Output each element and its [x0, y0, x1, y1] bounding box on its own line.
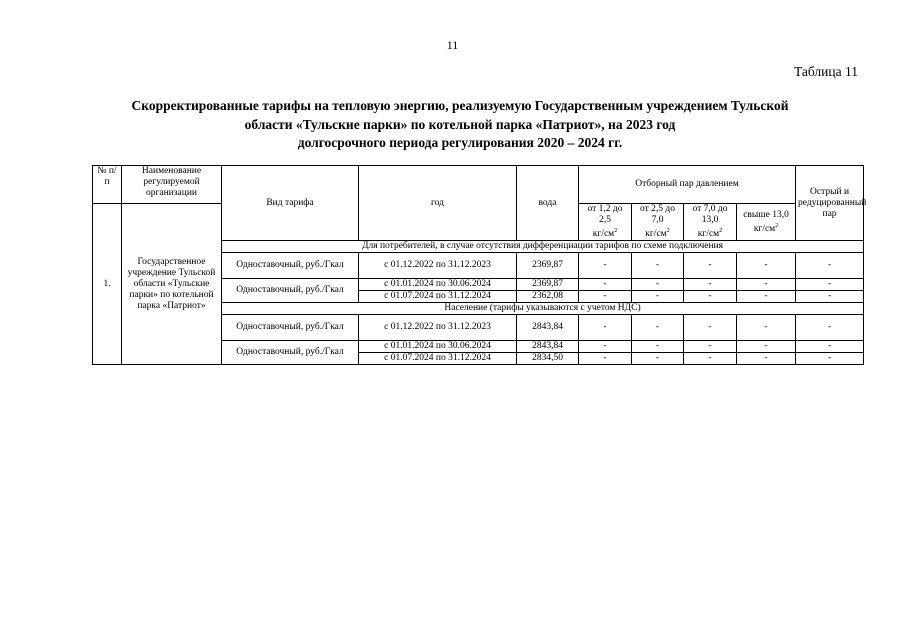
tariff-type-cell: Одноставочный, руб./Гкал	[222, 279, 359, 303]
tariff-type-cell: Одноставочный, руб./Гкал	[222, 253, 359, 279]
dash-cell: -	[737, 253, 796, 279]
pressure-2-range: от 2,5 до 7,0	[640, 204, 675, 225]
title-line-3: долгосрочного периода регулирования 2020 – 2024 гг.	[297, 135, 623, 150]
period-cell: с 01.12.2022 по 31.12.2023	[359, 253, 517, 279]
dash-cell: -	[796, 341, 864, 353]
dash-cell: -	[684, 353, 737, 365]
dash-cell: -	[737, 315, 796, 341]
header-water: вода	[517, 166, 579, 241]
tariff-type-cell: Одноставочный, руб./Гкал	[222, 315, 359, 341]
pressure-3-range: от 7,0 до 13,0	[692, 204, 728, 225]
water-value-cell: 2362,08	[517, 291, 579, 303]
dash-cell: -	[796, 253, 864, 279]
dash-cell: -	[684, 291, 737, 303]
header-pressure-2	[632, 204, 684, 241]
title-line-2: области «Тульские парки» по котельной парка «Патриот», на 2023 год	[244, 116, 676, 132]
dash-cell: -	[579, 253, 632, 279]
header-pressure-1	[579, 204, 632, 241]
dash-cell: -	[579, 291, 632, 303]
dash-cell: -	[737, 341, 796, 353]
water-value-cell: 2369,87	[517, 279, 579, 291]
dash-cell: -	[579, 353, 632, 365]
page-number: 11	[446, 38, 459, 52]
water-value-cell: 2843,84	[517, 315, 579, 341]
period-cell: с 01.01.2024 по 30.06.2024	[359, 341, 517, 353]
water-value-cell: 2834,50	[517, 353, 579, 365]
dash-cell: -	[632, 279, 684, 291]
dash-cell: -	[737, 279, 796, 291]
header-tariff-type: Вид тарифа	[222, 166, 359, 241]
title-line-1: Скорректированные тарифы на тепловую энергию, реализуемую Государственным учреждением Тульской	[131, 98, 789, 113]
tariff-type-cell: Одноставочный, руб./Гкал	[222, 341, 359, 365]
dash-cell: -	[796, 353, 864, 365]
tariff-table	[92, 165, 867, 365]
pressure-4-unit: $кг/см^2$	[753, 222, 779, 234]
document-title	[80, 97, 840, 153]
dash-cell: -	[632, 341, 684, 353]
period-cell: с 01.07.2024 по 31.12.2024	[359, 353, 517, 365]
dash-cell: -	[684, 253, 737, 279]
dash-cell: -	[796, 279, 864, 291]
header-org: Наименование регулируемой организации	[122, 166, 222, 204]
dash-cell: -	[632, 353, 684, 365]
dash-cell: -	[796, 291, 864, 303]
water-value-cell: 2843,84	[517, 341, 579, 353]
dash-cell: -	[632, 253, 684, 279]
org-name-cell: Государственное учреждение Тульской области «Тульские парки» по котельной парка «Патриот»	[122, 204, 222, 365]
section-title: Для потребителей, в случае отсутствия дифференциации тарифов по схеме подключения	[222, 241, 864, 253]
dash-cell: -	[579, 341, 632, 353]
header-pressure-3	[684, 204, 737, 241]
pressure-1-unit: $кг/см^2$	[592, 228, 618, 240]
table-label: Таблица 11	[794, 64, 858, 79]
period-cell: с 01.07.2024 по 31.12.2024	[359, 291, 517, 303]
header-row-1	[93, 166, 864, 204]
dash-cell: -	[684, 315, 737, 341]
section-title: Население (тарифы указываются с учетом НДС)	[222, 303, 864, 315]
pressure-2-unit: $кг/см^2$	[645, 228, 670, 240]
period-cell: с 01.12.2022 по 31.12.2023	[359, 315, 517, 341]
dash-cell: -	[684, 341, 737, 353]
period-cell: с 01.01.2024 по 30.06.2024	[359, 279, 517, 291]
header-pressure-4	[737, 204, 796, 241]
dash-cell: -	[796, 315, 864, 341]
dash-cell: -	[737, 291, 796, 303]
pressure-3-unit: $кг/см^2$	[697, 228, 723, 240]
header-num: № п/п	[93, 166, 122, 204]
row-number-cell: 1.	[93, 204, 122, 365]
pressure-1-range: от 1,2 до 2,5	[587, 204, 623, 225]
dash-cell: -	[579, 315, 632, 341]
header-steam: Отборный пар давлением	[579, 166, 796, 204]
dash-cell: -	[737, 353, 796, 365]
dash-cell: -	[684, 279, 737, 291]
water-value-cell: 2369,87	[517, 253, 579, 279]
dash-cell: -	[579, 279, 632, 291]
dash-cell: -	[632, 291, 684, 303]
pressure-4-range: свыше 13,0	[743, 209, 789, 220]
header-year: год	[359, 166, 517, 241]
dash-cell: -	[632, 315, 684, 341]
header-sharp-steam: Острый и редуцированный пар	[796, 166, 864, 241]
